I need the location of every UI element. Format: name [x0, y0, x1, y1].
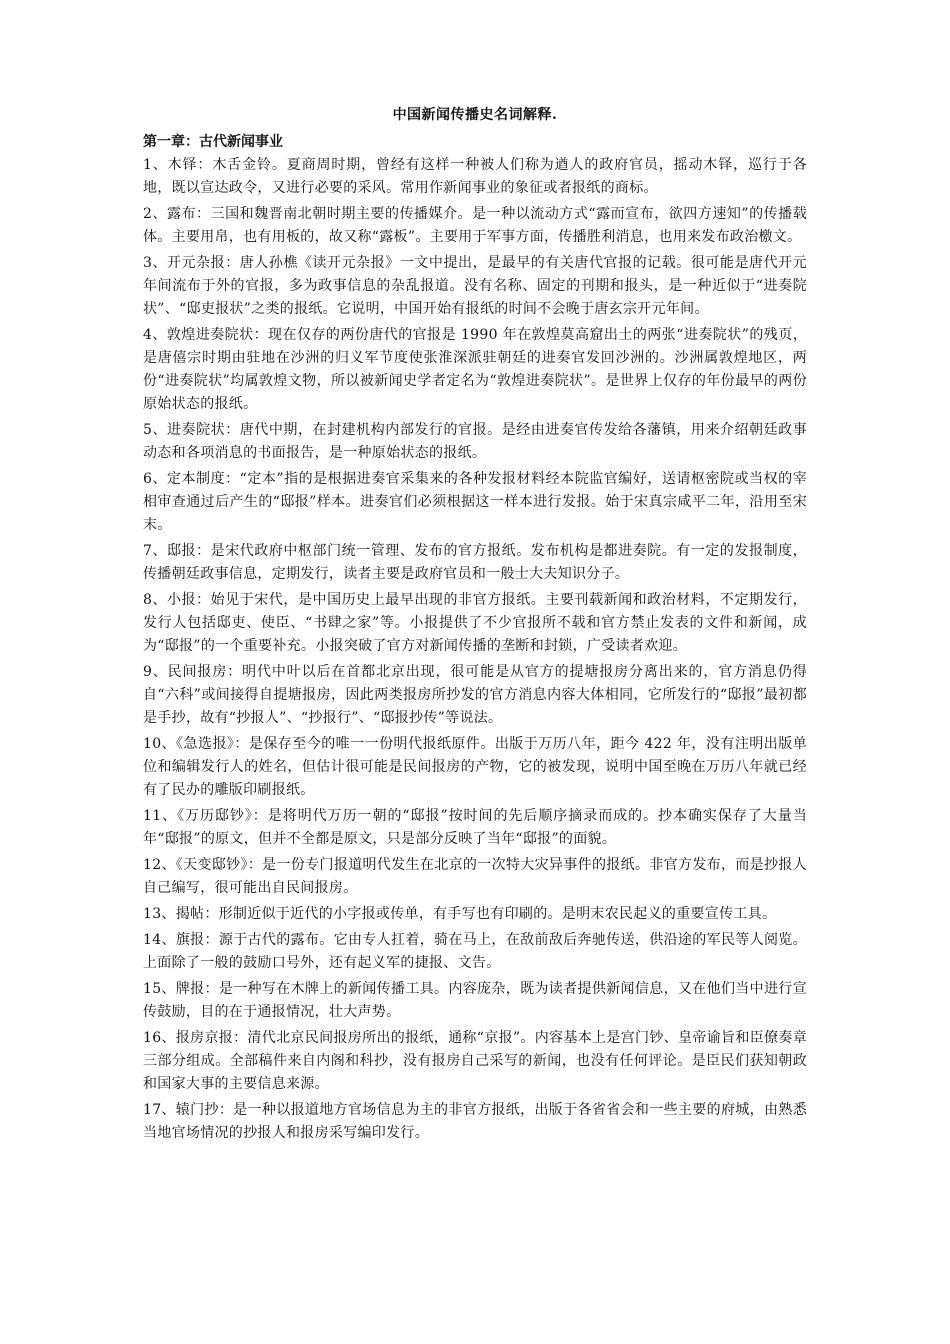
term-entry: 9、民间报房：明代中叶以后在首都北京出现，很可能是从官方的提塘报房分离出来的，官方消息仍得自“六科”或间接得自提塘报房，因此两类报房所抄发的官方消息内容大体相同，它所发行的“邸报”最初都是手抄，故有“抄报人”、“抄报行”、“邸报抄传”等说法。: [143, 664, 807, 726]
term-entry: 7、邸报：是宋代政府中枢部门统一管理、发布的官方报纸。发布机构是都进奏院。有一定的发报制度，传播朝廷政事信息，定期发行，读者主要是政府官员和一般士大夫知识分子。: [143, 543, 807, 582]
term-entry: 2、露布：三国和魏晋南北朝时期主要的传播媒介。是一种以流动方式“露而宣布，欲四方速知”的传播载体。主要用帛，也有用板的，故又称“露板”。主要用于军事方面，传播胜利消息，也用来发布政治檄文。: [143, 206, 807, 245]
term-entry: 4、敦煌进奏院状：现在仅存的两份唐代的官报是 1990 年在敦煌莫高窟出土的两张“进奏院状”的残页，是唐僖宗时期由驻地在沙洲的归义军节度使张淮深派驻朝廷的进奏官发回沙洲的。沙洲属敦煌地区，两份“进奏院状”均属敦煌文物，所以被新闻史学者定名为“敦煌进奏院状”。是世界上仅存的年份最早的两份原始状态的报纸。: [143, 327, 807, 412]
term-entry: 11、《万历邸钞》：是将明代万历一朝的“邸报”按时间的先后顺序摘录而成的。抄本确实保存了大量当年“邸报”的原文，但并不全都是原文，只是部分反映了当年“邸报”的面貌。: [143, 808, 807, 847]
term-entry: 6、定本制度：“定本”指的是根据进奏官采集来的各种发报材料经本院监官编好，送请枢密院或当权的宰相审查通过后产生的“邸报”样本。进奏官们必须根据这一样本进行发报。始于宋真宗咸平二年，沿用至宋末。: [143, 471, 807, 533]
term-entry: 3、开元杂报：唐人孙樵《读开元杂报》一文中提出，是最早的有关唐代官报的记载。很可能是唐代开元年间流布于外的官报，多为政事信息的杂乱报道。没有名称、固定的刊期和报头，是一种近似于“进奏院状”、“邸吏报状”之类的报纸。它说明，中国开始有报纸的时间不会晚于唐玄宗开元年间。: [143, 255, 807, 317]
term-list: [143, 154, 807, 1148]
term-entry: 16、报房京报：清代北京民间报房所出的报纸，通称“京报”。内容基本上是宫门钞、皇帝谕旨和臣僚奏章三部分组成。全部稿件来自内阁和科抄，没有报房自己采写的新闻，也没有任何评论。是臣民们获知朝政和国家大事的主要信息来源。: [143, 1030, 807, 1092]
term-entry: 12、《天变邸钞》：是一份专门报道明代发生在北京的一次特大灾异事件的报纸。非官方发布，而是抄报人自己编写，很可能出自民间报房。: [143, 857, 807, 896]
term-entry: 13、揭帖：形制近似于近代的小字报或传单，有手写也有印刷的。是明末农民起义的重要宣传工具。: [143, 906, 777, 922]
term-entry: 5、进奏院状：唐代中期，在封建机构内部发行的官报。是经由进奏官传发给各藩镇，用来介绍朝廷政事动态和各项消息的书面报告，是一种原始状态的报纸。: [143, 422, 807, 461]
term-entry: 14、旗报：源于古代的露布。它由专人扛着，骑在马上，在敌前敌后奔驰传送，供沿途的军民等人阅览。上面除了一般的鼓励口号外，还有起义军的捷报、文告。: [143, 932, 807, 971]
term-entry: 17、辕门抄：是一种以报道地方官场信息为主的非官方报纸，出版于各省省会和一些主要的府城，由熟悉当地官场情况的抄报人和报房采写编印发行。: [143, 1102, 807, 1141]
document-title: 中国新闻传播史名词解释.: [392, 107, 558, 123]
term-entry: 10、《急选报》：是保存至今的唯一一份明代报纸原件。出版于万历八年，距今 422 年，没有注明出版单位和编辑发行人的姓名，但估计很可能是民间报房的产物，它的被发现，说明中国至晚在万历八年就已经有了民办的雕版印刷报纸。: [143, 736, 807, 798]
term-entry: 15、牌报：是一种写在木牌上的新闻传播工具。内容庞杂，既为读者提供新闻信息，又在他们当中进行宣传鼓励，目的在于通报情况，壮大声势。: [143, 981, 807, 1020]
term-entry: 1、木铎：木舌金铃。夏商周时期，曾经有这样一种被人们称为遒人的政府官员，摇动木铎，巡行于各地，既以宣达政令，又进行必要的采风。常用作新闻事业的象征或者报纸的商标。: [143, 157, 807, 196]
chapter-heading: 第一章：古代新闻事业: [143, 134, 283, 150]
term-entry: 8、小报：始见于宋代，是中国历史上最早出现的非官方报纸。主要刊载新闻和政治材料，不定期发行，发行人包括邸吏、使臣、“书肆之家”等。小报提供了不少官报所不载和官方禁止发表的文件和新闻，成为“邸报”的一个重要补充。小报突破了官方对新闻传播的垄断和封锁，广受读者欢迎。: [143, 592, 807, 654]
